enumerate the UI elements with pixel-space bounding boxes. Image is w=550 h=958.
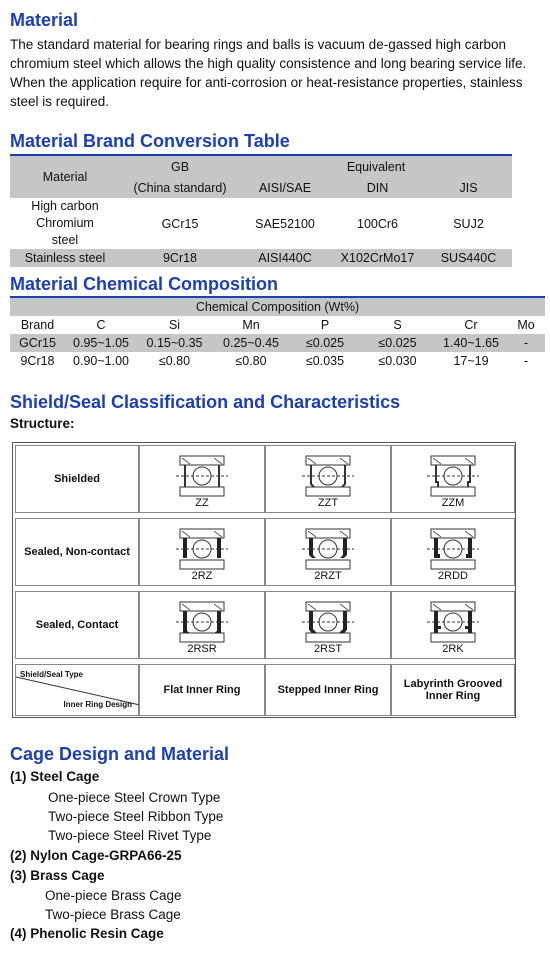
col-label-stepped: Stepped Inner Ring bbox=[265, 664, 391, 716]
cell-material: High carbon Chromium steel bbox=[31, 199, 99, 247]
header-brand: Brand bbox=[20, 318, 55, 332]
header-aisi: AISI/SAE bbox=[258, 180, 312, 195]
row-label-shielded: Shielded bbox=[15, 445, 139, 513]
cell-din: 100Cr6 bbox=[357, 216, 398, 231]
table-row bbox=[10, 334, 545, 352]
cell-cr: 17~19 bbox=[453, 354, 489, 368]
code-label: 2RDD bbox=[438, 570, 468, 582]
code-label: 2RZT bbox=[314, 570, 342, 582]
bearing-2rz bbox=[139, 518, 265, 586]
header-c: C bbox=[96, 318, 106, 332]
cage-item-nylon: (2) Nylon Cage-GRPA66-25 bbox=[10, 848, 182, 863]
header-mo: Mo bbox=[517, 318, 535, 332]
corner-top-label: Shield/Seal Type bbox=[20, 670, 83, 679]
corner-cell bbox=[15, 664, 139, 716]
cell-p: ≤0.035 bbox=[305, 354, 345, 368]
cell-mo: - bbox=[523, 354, 529, 368]
material-title: Material bbox=[10, 10, 79, 30]
bearing-cross-section-icon bbox=[176, 600, 228, 644]
col-label-flat: Flat Inner Ring bbox=[139, 664, 265, 716]
table-subheader-row bbox=[10, 316, 545, 334]
bearing-cross-section-icon bbox=[427, 454, 479, 498]
cage-item-phenolic: (4) Phenolic Resin Cage bbox=[10, 926, 164, 941]
brass-subitem: One-piece Brass Cage bbox=[45, 888, 182, 903]
header-equivalent: Equivalent bbox=[346, 159, 406, 174]
header-jis: JIS bbox=[459, 180, 478, 195]
header-gb-sub: (China standard) bbox=[133, 180, 227, 195]
bearing-zz bbox=[139, 445, 265, 513]
cell-s: ≤0.025 bbox=[378, 336, 417, 350]
cell-c: 0.95~1.05 bbox=[73, 336, 129, 350]
structure-label: Structure: bbox=[10, 416, 75, 431]
bearing-cross-section-icon bbox=[302, 600, 354, 644]
steel-subitem: Two-piece Steel Ribbon Type bbox=[48, 809, 224, 824]
cell-s: ≤0.030 bbox=[378, 354, 417, 368]
bearing-2rst bbox=[265, 591, 391, 659]
bearing-cross-section-icon bbox=[176, 527, 228, 571]
brand-conversion-table bbox=[10, 156, 512, 267]
steel-subitem: Two-piece Steel Rivet Type bbox=[48, 828, 212, 843]
cell-brand: 9Cr18 bbox=[20, 354, 55, 368]
brass-subitem: Two-piece Brass Cage bbox=[45, 907, 181, 922]
header-material: Material bbox=[42, 170, 88, 184]
cell-gb: 9Cr18 bbox=[162, 251, 198, 265]
code-label: 2RST bbox=[313, 643, 343, 655]
cell-din: X102CrMo17 bbox=[340, 251, 415, 265]
bearing-2rsr bbox=[139, 591, 265, 659]
header-gb: GB bbox=[170, 159, 190, 174]
chemical-composition-table bbox=[10, 298, 545, 370]
header-s: S bbox=[393, 318, 402, 332]
cage-item-steel: (1) Steel Cage bbox=[10, 769, 100, 784]
bearing-2rzt bbox=[265, 518, 391, 586]
bearing-2rk bbox=[391, 591, 515, 659]
header-mn: Mn bbox=[242, 318, 260, 332]
header-din: DIN bbox=[366, 180, 389, 195]
shield-title: Shield/Seal Classification and Characteristics bbox=[10, 392, 401, 412]
cell-cr: 1.40~1.65 bbox=[443, 336, 499, 350]
bearing-cross-section-icon bbox=[176, 454, 228, 498]
cell-p: ≤0.025 bbox=[305, 336, 345, 350]
steel-subitem: One-piece Steel Crown Type bbox=[48, 790, 221, 805]
cell-gb: GCr15 bbox=[161, 216, 199, 231]
bearing-zzt bbox=[265, 445, 391, 513]
cell-si: 0.15~0.35 bbox=[146, 336, 203, 350]
code-label: 2RZ bbox=[191, 570, 213, 582]
cell-mn: 0.25~0.45 bbox=[223, 336, 279, 350]
cell-brand: GCr15 bbox=[19, 336, 56, 350]
bearing-cross-section-icon bbox=[427, 527, 479, 571]
corner-bottom-label: Inner Ring Design bbox=[63, 700, 132, 709]
bearing-zzm bbox=[391, 445, 515, 513]
bearing-cross-section-icon bbox=[302, 454, 354, 498]
header-p: P bbox=[320, 318, 330, 332]
shield-seal-diagram bbox=[12, 442, 516, 718]
cage-item-brass: (3) Brass Cage bbox=[10, 868, 105, 883]
row-label-sealed-contact: Sealed, Contact bbox=[15, 591, 139, 659]
cell-jis: SUJ2 bbox=[453, 216, 484, 231]
cell-aisi: AISI440C bbox=[258, 251, 312, 265]
cage-title: Cage Design and Material bbox=[10, 744, 230, 764]
row-label-sealed-non-contact: Sealed, Non-contact bbox=[15, 518, 139, 586]
cell-c: 0.90~1.00 bbox=[73, 354, 129, 368]
bearing-cross-section-icon bbox=[302, 527, 354, 571]
table-row bbox=[10, 249, 512, 267]
code-label: 2RK bbox=[442, 643, 464, 655]
header-chem-group: Chemical Composition (Wt%) bbox=[195, 300, 360, 314]
header-si: Si bbox=[168, 318, 181, 332]
code-label: ZZT bbox=[317, 497, 339, 509]
brand-table-title: Material Brand Conversion Table bbox=[10, 131, 290, 151]
col-label-labyrinth: Labyrinth Grooved Inner Ring bbox=[391, 664, 515, 716]
cell-aisi: SAE52100 bbox=[255, 216, 315, 231]
material-paragraph: The standard material for bearing rings and balls is vacuum de-gassed high carbon chromium steel which allows the high quality consistence and long bearing service life. When the application require for anti-corrosion or heat-resistance properties, stainless steel is required. bbox=[10, 37, 527, 109]
code-label: 2RSR bbox=[187, 643, 217, 655]
cell-mo: - bbox=[523, 336, 529, 350]
bearing-cross-section-icon bbox=[427, 600, 479, 644]
table-row bbox=[10, 198, 512, 249]
cell-material: Stainless steel bbox=[24, 251, 106, 265]
cell-si: ≤0.80 bbox=[158, 354, 191, 368]
cell-mn: ≤0.80 bbox=[235, 354, 267, 368]
table-header-row bbox=[10, 298, 545, 316]
cell-jis: SUS440C bbox=[440, 251, 497, 265]
header-cr: Cr bbox=[464, 318, 478, 332]
chem-table-title: Material Chemical Composition bbox=[10, 274, 279, 294]
table-row bbox=[10, 352, 545, 370]
code-label: ZZM bbox=[441, 497, 465, 509]
table-header-row bbox=[10, 156, 512, 177]
bearing-2rdd bbox=[391, 518, 515, 586]
code-label: ZZ bbox=[195, 497, 209, 509]
